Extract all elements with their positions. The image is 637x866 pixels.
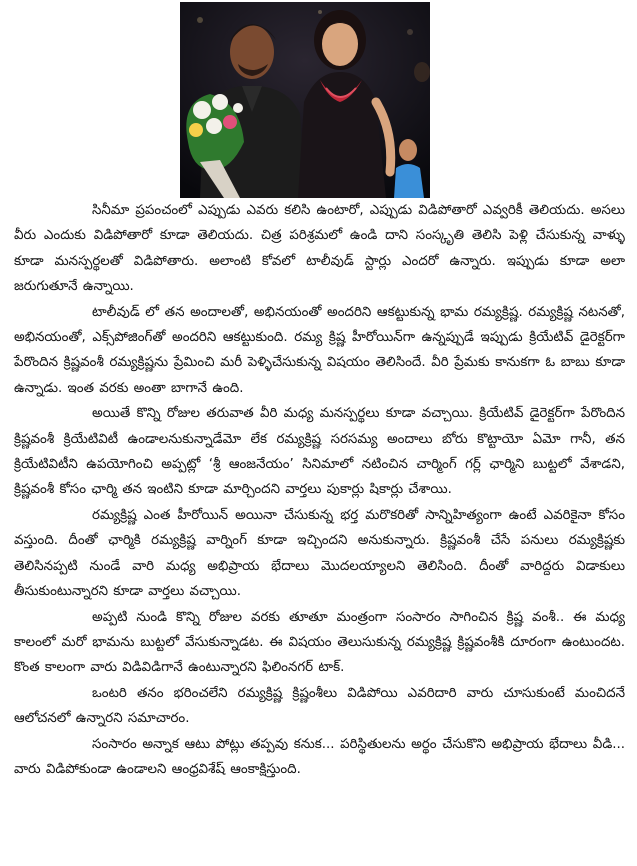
article-paragraph: రమ్యక్రిష్ణ ఎంత హీరోయిన్ అయినా చేసుకున్న భర్త మరొకరితో సాన్నిహిత్యంగా ఉంటే ఎవరికైనా కోసం వస్తుంది. దీంతో ఛార్మికి రమ్యక్రిష్ణ వార్నింగ్ కూడా ఇచ్చిందని అనుకున్నారు. క్రిష్ణవంశీ చేసే పనులు రమ్యక్రిష్ణకు తెలిసినప్పటి నుండే వారి మధ్య అభిప్రాయ భేదాలు మొదలయ్యాలని తెలిసింది. దీంతో వారిద్దరు విడాకులు తీసుకుంటున్నారని కూడా వార్తలు వచ్చాయి. — [14, 507, 625, 600]
article-photo — [180, 2, 430, 198]
article-paragraph: అప్పటి నుండి కొన్ని రోజుల వరకు తూతూ మంత్రంగా సంసారం సాగించిన క్రిష్ణ వంశీ.. ఈ మధ్య కాలంలో మరో భామను బుట్టలో వేసుకున్నాడట. ఈ విషయం తెలుసుకున్న రమ్యక్రిష్ణ క్రిష్ణవంశీకి దూరంగా ఉంటుందట. కొంత కాలంగా వారు విడివిడిగానే ఉంటున్నారని ఫిలింనగర్ టాక్. — [14, 609, 625, 676]
article-paragraph: సినీమా ప్రపంచంలో ఎప్పుడు ఎవరు కలిసి ఉంటారో, ఎప్పుడు విడిపోతారో ఎవ్వరికీ తెలియదు. అసలు వీరు ఎందుకు విడిపోతారో కూడా తెలియదు. చిత్ర పరిశ్రమలో ఉండి దాని సంస్కృతి తెలిసి పెళ్లి చేసుకున్న వాళ్ళు కూడా మనస్పర్థలతో విడిపోతారు. అలాంటి కోవలో టాలీవుడ్ స్టార్లు ఎందరో ఉన్నారు. ఇప్పుడు కూడా అలా జరుగుతూనే ఉన్నాయి. — [14, 203, 625, 295]
article-paragraph: అయితే కొన్ని రోజుల తరువాత వీరి మధ్య మనస్పర్థలు కూడా వచ్చాయి. క్రియేటివ్ డైరెక్టర్‌గా పేరొందిన క్రిష్ణవంశీ క్రియేటివిటీ ఉండాలనుకున్నాడేమో లేక రమ్యక్రిష్ణ సరసమ్య అందాలు బోరు కొట్టాయో ఏమో గానీ, తన క్రియేటివిటీని ఉపయోగించి అప్పట్లో ‘శ్రీ ఆంజనేయం’ సినిమాలో నటించిన చార్మింగ్ గర్ల్ ఛార్మిని బుట్టలో వేశాడని, క్రిష్ణవంశీ కోసం ఛార్మి తన ఇంటిని కూడా మార్చిందని వార్తలు పుకార్లు షికార్లు చేశాయి. — [14, 406, 625, 498]
article-paragraph: సంసారం అన్నాక ఆటు పోట్లు తప్పవు కనుక... పరిస్థితులను అర్థం చేసుకొని అభిప్రాయ భేదాలు వీడి... వారు విడిపోకుండా ఉండాలని ఆంధ్రవిశేష్ ఆంకాక్షిస్తుంది. — [14, 736, 625, 777]
photo-illustration — [180, 2, 430, 198]
article-paragraph: టాలీవుడ్ లో తన అందాలతో, అభినయంతో అందరిని ఆకట్టుకున్న భామ రమ్యక్రిష్ణ. రమ్యక్రిష్ణ నటనతో, అభినయంతో, ఎక్స్‌పోజింగ్‌తో అందరిని ఆకట్టుకుంది. రమ్య క్రిష్ణ హీరోయిన్‌గా ఉన్నప్పుడే ఇప్పుడు క్రియేటివ్ డైరెక్టర్‌గా పేరొందిన క్రిష్ణవంశీ రమ్యక్రిష్ణను ప్రేమించి మరీ పెళ్ళిచేసుకున్న విషయం తెలిసిందే. వీరి ప్రేమకు కానుకగా ఓ బాబు కూడా ఉన్నాడు. ఇంత వరకు అంతా బాగానే ఉంది. — [14, 304, 625, 396]
article-paragraph: ఒంటరి తనం భరించలేని రమ్యక్రిష్ణ క్రిష్ణంశీలు విడిపోయి ఎవరిదారి వారు చూసుకుంటే మంచిదనే ఆలోచనలో ఉన్నారని సమాచారం. — [14, 685, 625, 727]
article-body — [14, 198, 625, 782]
